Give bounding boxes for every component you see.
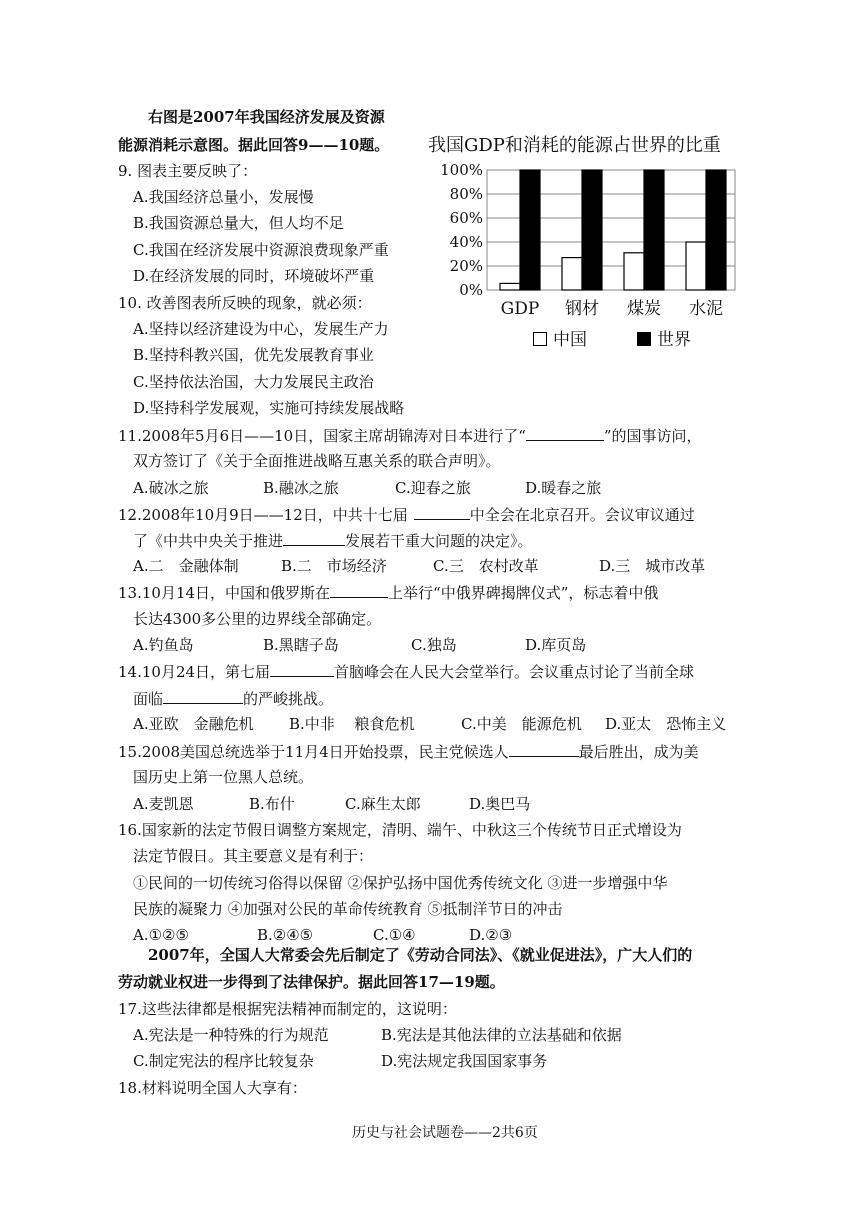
question-16-line-1: 16.国家新的法定节假日调整方案规定，清明、端午、中秋这三个传统节日正式增设为 bbox=[118, 821, 682, 839]
question-14-option-c: C.中美 能源危机 bbox=[461, 715, 582, 733]
question-14-line-1 bbox=[118, 660, 694, 683]
question-17-stem: 17.这些法律都是根据宪法精神而制定的，这说明： bbox=[118, 1000, 457, 1018]
x-tick-label: GDP bbox=[500, 299, 540, 319]
question-15-option-c: C.麻生太郎 bbox=[345, 795, 421, 813]
q11-text-a: 11.2008年5月6日——10日，国家主席胡锦涛对日本进行了“ bbox=[118, 427, 526, 445]
question-11-line-1 bbox=[118, 424, 702, 447]
question-15-option-a: A.麦凯恩 bbox=[133, 795, 194, 813]
bar-world bbox=[582, 170, 602, 290]
x-tick-label: 钢材 bbox=[565, 299, 599, 319]
q14-text-c: 面临 bbox=[133, 690, 164, 708]
x-tick-label: 煤炭 bbox=[627, 299, 661, 319]
legend-swatch-china bbox=[533, 332, 547, 346]
question-13-option-c: C.独岛 bbox=[411, 636, 457, 654]
q15-text-a: 15.2008美国总统选举于11月4日开始投票，民主党候选人 bbox=[118, 743, 509, 761]
bar-china bbox=[686, 242, 706, 290]
question-16-line-4: 民族的凝聚力 ④加强对公民的革命传统教育 ⑤抵制洋节日的冲击 bbox=[133, 900, 563, 918]
question-11-option-b: B.融冰之旅 bbox=[263, 479, 339, 497]
question-9-option-d: D.在经济发展的同时，环境破坏严重 bbox=[133, 267, 375, 285]
question-16-option-d: D.②③ bbox=[469, 926, 513, 944]
answer-blank bbox=[526, 424, 604, 441]
question-16-line-3: ①民间的一切传统习俗得以保留 ②保护弘扬中国优秀传统文化 ③进一步增强中华 bbox=[133, 874, 668, 892]
intro-line-1: 右图是2007年我国经济发展及资源 bbox=[148, 108, 385, 126]
q13-text-a: 13.10月14日，中国和俄罗斯在 bbox=[118, 584, 331, 602]
question-15-line-2: 国历史上第一位黑人总统。 bbox=[133, 768, 314, 786]
question-11-option-d: D.暖春之旅 bbox=[525, 479, 602, 497]
question-13-line-1 bbox=[118, 581, 658, 604]
y-tick-label: 20% bbox=[449, 257, 483, 275]
question-16-line-2: 法定节假日。其主要意义是有利于： bbox=[133, 847, 374, 865]
question-9-option-a: A.我国经济总量小，发展慢 bbox=[133, 188, 314, 206]
question-15-option-d: D.奥巴马 bbox=[469, 795, 531, 813]
bar-world bbox=[706, 170, 726, 290]
bar-china bbox=[500, 283, 520, 290]
q12-text-a: 12.2008年10月9日——12日，中共十七届 bbox=[118, 506, 408, 524]
question-9-option-c: C.我国在经济发展中资源浪费现象严重 bbox=[133, 241, 389, 259]
y-tick-label: 100% bbox=[440, 161, 483, 179]
question-13-option-d: D.库页岛 bbox=[525, 636, 587, 654]
legend-item-china bbox=[533, 325, 587, 350]
question-14-option-a: A.亚欧 金融危机 bbox=[133, 715, 254, 733]
answer-blank bbox=[270, 660, 334, 677]
y-tick-label: 40% bbox=[449, 233, 483, 251]
question-10-option-d: D.坚持科学发展观，实施可持续发展战略 bbox=[133, 399, 405, 417]
question-16-option-a: A.①②⑤ bbox=[133, 926, 189, 944]
q12-text-d: 发展若干重大问题的决定》。 bbox=[345, 532, 533, 550]
answer-blank bbox=[414, 503, 470, 520]
question-17-option-c: C.制定宪法的程序比较复杂 bbox=[133, 1052, 314, 1070]
q13-text-b: 上举行“中俄界碑揭牌仪式”，标志着中俄 bbox=[388, 584, 659, 602]
y-tick-label: 80% bbox=[449, 185, 483, 203]
question-11-option-c: C.迎春之旅 bbox=[395, 479, 471, 497]
x-tick-label: 水泥 bbox=[689, 299, 723, 319]
question-12-option-c: C.三 农村改革 bbox=[433, 557, 539, 575]
question-18-stem: 18.材料说明全国人大享有： bbox=[118, 1079, 307, 1097]
question-17-option-b: B.宪法是其他法律的立法基础和依据 bbox=[381, 1026, 622, 1044]
question-12-line-1 bbox=[118, 503, 695, 526]
answer-blank bbox=[509, 740, 579, 757]
question-9-option-b: B.我国资源总量大，但人均不足 bbox=[133, 214, 344, 232]
answer-blank bbox=[330, 581, 388, 598]
question-9-stem: 9. 图表主要反映了： bbox=[118, 162, 258, 180]
question-17-option-a: A.宪法是一种特殊的行为规范 bbox=[133, 1026, 329, 1044]
bar-chart bbox=[425, 156, 745, 321]
legend-label-world: 世界 bbox=[657, 330, 691, 350]
bar-china bbox=[624, 253, 644, 290]
question-10-option-b: B.坚持科教兴国，优先发展教育事业 bbox=[133, 346, 374, 364]
q11-text-b: ”的国事访问， bbox=[603, 427, 702, 445]
question-15-line-1 bbox=[118, 740, 699, 763]
chart-title: 我国GDP和消耗的能源占世界的比重 bbox=[428, 135, 721, 156]
legend-label-china: 中国 bbox=[553, 330, 587, 350]
question-12-line-2 bbox=[133, 529, 533, 552]
question-10-stem: 10. 改善图表所反映的现象，就必须： bbox=[118, 294, 372, 312]
page-footer: 历史与社会试题卷——2共6页 bbox=[352, 1125, 538, 1141]
bar-world bbox=[520, 170, 540, 290]
bar-world bbox=[644, 170, 664, 290]
intro-line-2: 能源消耗示意图。据此回答9——10题。 bbox=[118, 136, 390, 154]
question-14-option-b: B.中非 粮食危机 bbox=[289, 715, 415, 733]
y-tick-label: 0% bbox=[459, 281, 483, 299]
q15-text-b: 最后胜出，成为美 bbox=[578, 743, 699, 761]
question-10-option-c: C.坚持依法治国，大力发展民主政治 bbox=[133, 373, 374, 391]
question-14-option-d: D.亚太 恐怖主义 bbox=[605, 715, 727, 733]
legend-item-world bbox=[637, 325, 691, 350]
question-13-option-b: B.黑瞎子岛 bbox=[263, 636, 339, 654]
q14-text-a: 14.10月24日，第七届 bbox=[118, 663, 271, 681]
question-16-option-b: B.②④⑤ bbox=[257, 926, 314, 944]
answer-blank bbox=[163, 687, 243, 704]
question-10-option-a: A.坚持以经济建设为中心，发展生产力 bbox=[133, 320, 389, 338]
bar-china bbox=[562, 258, 582, 290]
question-15-option-b: B.布什 bbox=[249, 795, 295, 813]
question-11-line-2: 双方签订了《关于全面推进战略互惠关系的联合声明》。 bbox=[133, 452, 501, 470]
question-11-option-a: A.破冰之旅 bbox=[133, 479, 209, 497]
question-13-line-2: 长达4300多公里的边界线全部确定。 bbox=[133, 610, 382, 628]
legend-swatch-world bbox=[637, 332, 651, 346]
question-12-option-b: B.二 市场经济 bbox=[281, 557, 387, 575]
intro2-line-2: 劳动就业权进一步得到了法律保护。据此回答17—19题。 bbox=[118, 973, 505, 991]
question-17-option-d: D.宪法规定我国国家事务 bbox=[381, 1052, 548, 1070]
q14-text-d: 的严峻挑战。 bbox=[243, 690, 334, 708]
question-13-option-a: A.钓鱼岛 bbox=[133, 636, 194, 654]
q12-text-b: 中全会在北京召开。会议审议通过 bbox=[469, 506, 695, 524]
q12-text-c: 了《中共中央关于推进 bbox=[133, 532, 284, 550]
intro2-line-1: 2007年，全国人大常委会先后制定了《劳动合同法》、《就业促进法》，广大人们的 bbox=[148, 946, 693, 964]
question-14-line-2 bbox=[133, 687, 333, 710]
question-16-option-c: C.①④ bbox=[373, 926, 416, 944]
answer-blank bbox=[283, 529, 345, 546]
y-tick-label: 60% bbox=[449, 209, 483, 227]
question-12-option-d: D.三 城市改革 bbox=[599, 557, 706, 575]
question-12-option-a: A.二 金融体制 bbox=[133, 557, 239, 575]
q14-text-b: 首脑峰会在人民大会堂举行。会议重点讨论了当前全球 bbox=[334, 663, 695, 681]
